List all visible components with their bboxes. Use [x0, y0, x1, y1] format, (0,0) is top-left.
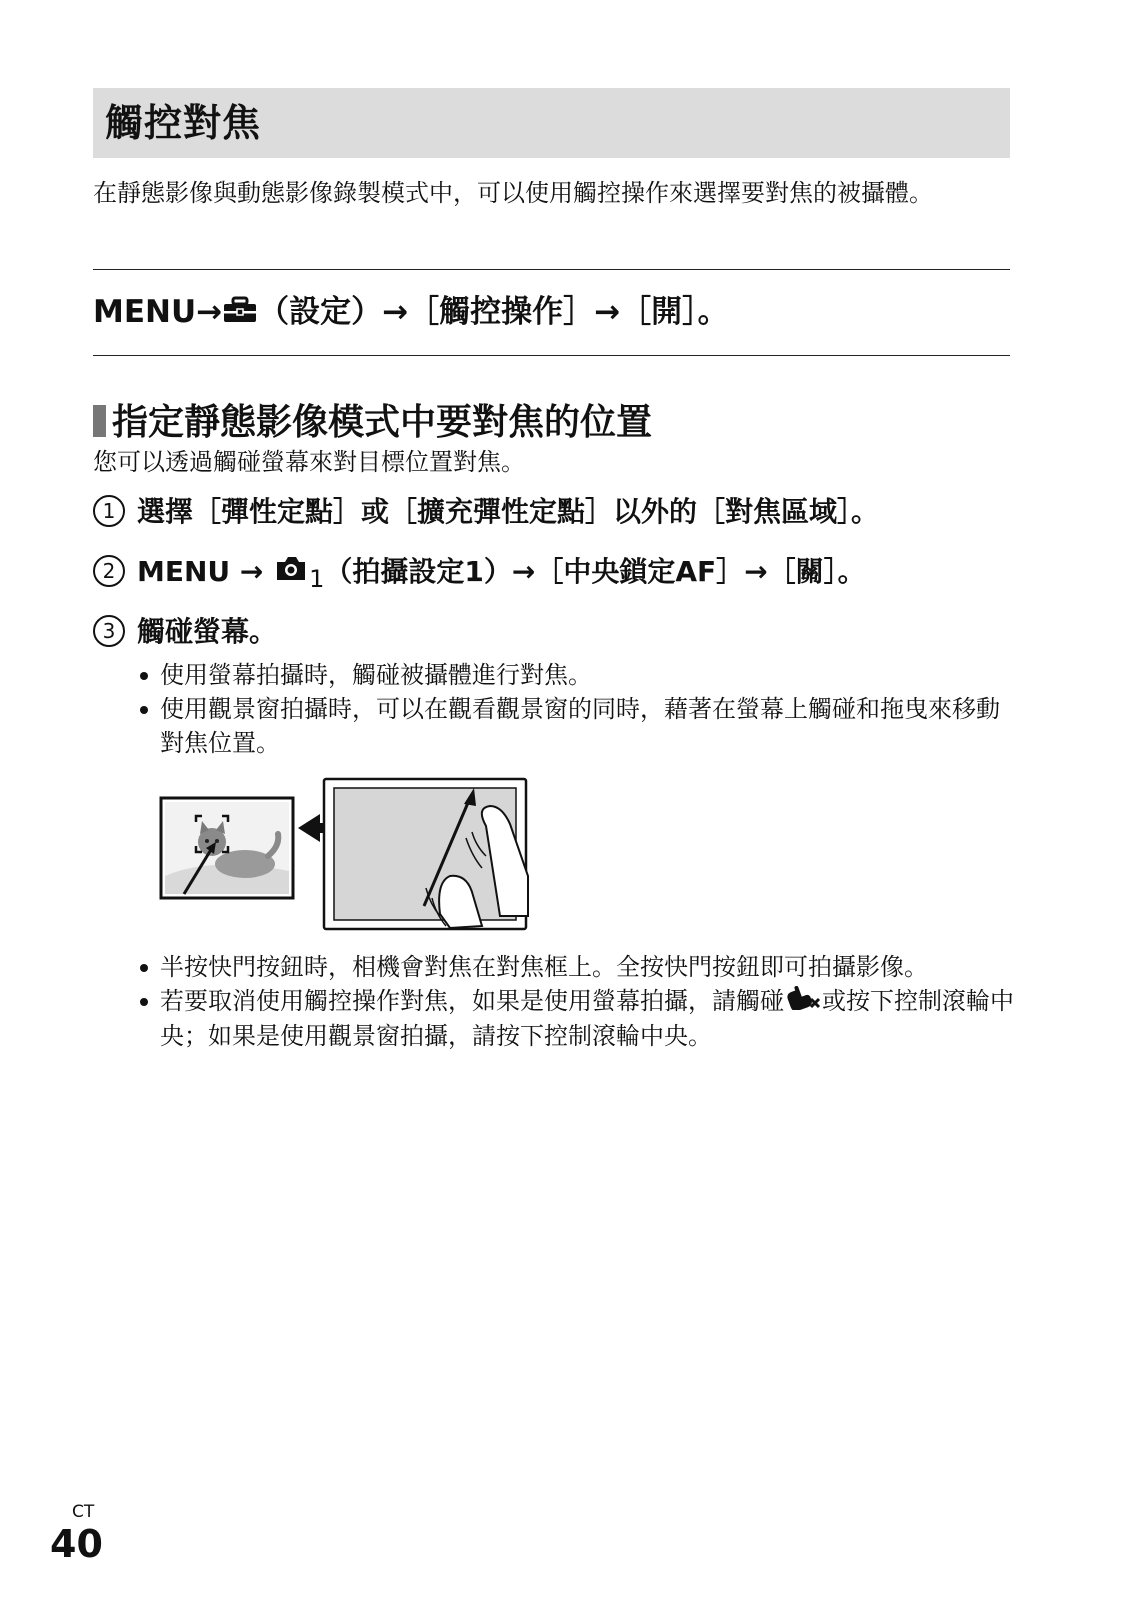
step-text: 觸碰螢幕。	[137, 615, 278, 648]
menu-label: MENU	[93, 294, 197, 330]
section-heading	[93, 400, 652, 446]
bullet-dot	[140, 706, 148, 714]
step-number: 3	[93, 615, 125, 647]
camera-sub-number: 1	[309, 565, 325, 593]
monitor-image	[324, 779, 528, 929]
camera-icon	[273, 553, 309, 593]
intro-text: 在靜態影像與動態影像錄製模式中，可以使用觸控操作來選擇要對焦的被攝體。	[93, 179, 933, 207]
list-item	[140, 658, 1020, 692]
arrow: →	[239, 555, 264, 588]
arrow: →	[511, 555, 536, 588]
bullet-dot	[140, 998, 148, 1006]
section-heading-text: 指定靜態影像模式中要對焦的位置	[112, 402, 653, 443]
list-item-text: 半按快門按鈕時，相機會對焦在對焦框上。全按快門按鈕即可拍攝影像。	[160, 953, 928, 981]
heading-marker	[93, 405, 106, 437]
list-item-text: 使用觀景窗拍攝時，可以在觀看觀景窗的同時，藉著在螢幕上觸碰和拖曳來移動對焦位置。	[160, 695, 1000, 757]
center-lock-af-label: ［中央鎖定AF］	[535, 555, 745, 588]
step-text: 選擇［彈性定點］或［擴充彈性定點］以外的［對焦區域］。	[137, 495, 880, 528]
list-item-text: 或按下控制滾輪中央；如果是使用觀景窗拍攝，請按下控制滾輪中央。	[160, 987, 1014, 1050]
list-item-text: 使用螢幕拍攝時，觸碰被攝體進行對焦。	[160, 661, 592, 689]
step-number: 1	[93, 495, 125, 527]
list-item	[140, 950, 1020, 984]
settings-label: （設定）	[258, 294, 383, 330]
on-label: ［開］。	[620, 294, 729, 330]
arrow: →	[594, 294, 621, 330]
bullet-dot	[140, 672, 148, 680]
viewfinder-image	[161, 798, 293, 898]
page-number: 40	[50, 1522, 103, 1566]
menu-label: MENU	[137, 555, 231, 588]
arrow: →	[382, 294, 409, 330]
step-1	[93, 492, 879, 532]
step-2	[93, 552, 866, 599]
bullet-dot	[140, 964, 148, 972]
touch-focus-illustration	[150, 776, 550, 940]
step-number: 2	[93, 555, 125, 587]
list-item	[140, 692, 1020, 760]
language-label: CT	[72, 1502, 95, 1522]
section-subtext: 您可以透過觸碰螢幕來對目標位置對焦。	[93, 448, 525, 476]
bullet-list-b	[140, 950, 1020, 1053]
title-bar	[93, 88, 1010, 158]
touch-cancel-icon	[784, 985, 822, 1019]
touch-operation-label: ［觸控操作］	[408, 294, 595, 330]
divider-top	[93, 269, 1010, 270]
toolbox-icon	[222, 292, 258, 336]
arrow: →	[744, 555, 768, 588]
page-title: 觸控對焦	[105, 101, 262, 145]
step-3	[93, 612, 277, 652]
shooting-settings-label: （拍攝設定1）	[324, 555, 512, 588]
divider-bottom	[93, 355, 1010, 356]
list-item-text: 若要取消使用觸控操作對焦，如果是使用螢幕拍攝，請觸碰	[160, 987, 784, 1015]
off-label: ［關］。	[767, 555, 866, 588]
list-item	[140, 984, 1020, 1053]
menu-path	[93, 290, 729, 336]
arrow: →	[196, 294, 223, 330]
bullet-list-a	[140, 658, 1020, 760]
